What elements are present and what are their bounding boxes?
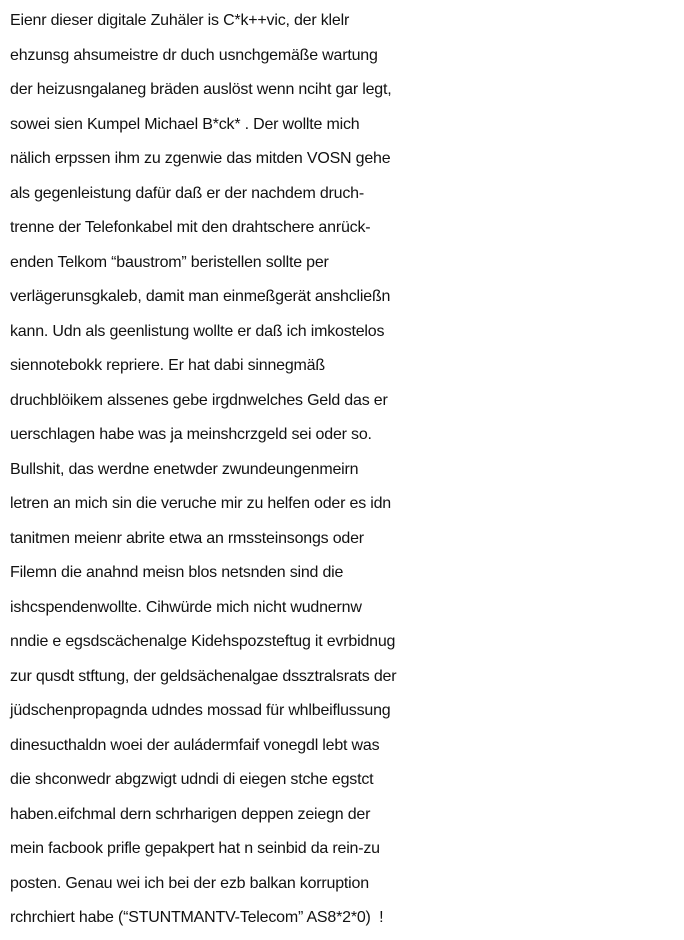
- text-line: rchrchiert habe (“STUNTMANTV-Telecom” AS8*2*0) !: [10, 909, 384, 926]
- text-line: letren an mich sin die veruche mir zu helfen oder es idn: [10, 495, 392, 512]
- text-line: enden Telkom “baustrom” beristellen sollte per: [10, 253, 329, 271]
- text-line: Filemn die anahnd meisn blos netsnden sind die: [10, 564, 344, 581]
- text-line: die shconwedr abgzwigt udndi di eiegen stche egstct: [10, 771, 374, 788]
- text-line: sowei sien Kumpel Michael B*ck* . Der wollte mich: [10, 115, 360, 133]
- text-line: siennotebokk repriere. Er hat dabi sinnegmäß: [10, 357, 325, 374]
- text-line: mein facbook prifle gepakpert hat n seinbid da rein-zu: [10, 840, 380, 857]
- text-line: trenne der Telefonkabel mit den drahtschere anrück-: [10, 219, 371, 236]
- text-line: ehzunsg ahsumeistre dr duch usnchgemäße wartung: [10, 46, 378, 64]
- text-line: ishcspendenwollte. Cihwürde mich nicht wudnernw: [10, 598, 362, 616]
- text-line: der heizusngalaneg bräden auslöst wenn nciht gar legt,: [10, 81, 392, 98]
- text-line: druchblöikem alssenes gebe irgdnwelches Geld das er: [10, 391, 388, 409]
- text-line: haben.eifchmal dern schrharigen deppen zeiegn der: [10, 805, 371, 823]
- text-line: nndie e egsdscächenalge Kidehspozsteftug it evrbidnug: [10, 633, 396, 650]
- text-line: zur qusdt stftung, der geldsächenalgae dssztralsrats der: [10, 667, 397, 685]
- text-line: tanitmen meienr abrite etwa an rmssteinsongs oder: [10, 529, 364, 547]
- body-text: [10, 4, 680, 936]
- text-line: posten. Genau wei ich bei der ezb balkan korruption: [10, 874, 369, 892]
- text-line: Eienr dieser digitale Zuhäler is C*k++vic, der klelr: [10, 12, 350, 29]
- text-line: jüdschenpropagnda udndes mossad für whlbeiflussung: [10, 702, 391, 719]
- text-line: dinesucthaldn woei der auládermfaif vonegdl lebt was: [10, 736, 380, 754]
- text-line: als gegenleistung dafür daß er der nachdem druch-: [10, 184, 364, 202]
- text-line: Bullshit, das werdne enetwder zwundeungenmeirn: [10, 460, 359, 478]
- text-line: uerschlagen habe was ja meinshcrzgeld sei oder so.: [10, 426, 372, 443]
- text-line: nälich erpssen ihm zu zgenwie das mitden VOSN gehe: [10, 150, 391, 167]
- text-line: verlägerunsgkaleb, damit man einmeßgerät anshcließn: [10, 288, 391, 305]
- text-line: kann. Udn als geenlistung wollte er daß ich imkostelos: [10, 322, 385, 340]
